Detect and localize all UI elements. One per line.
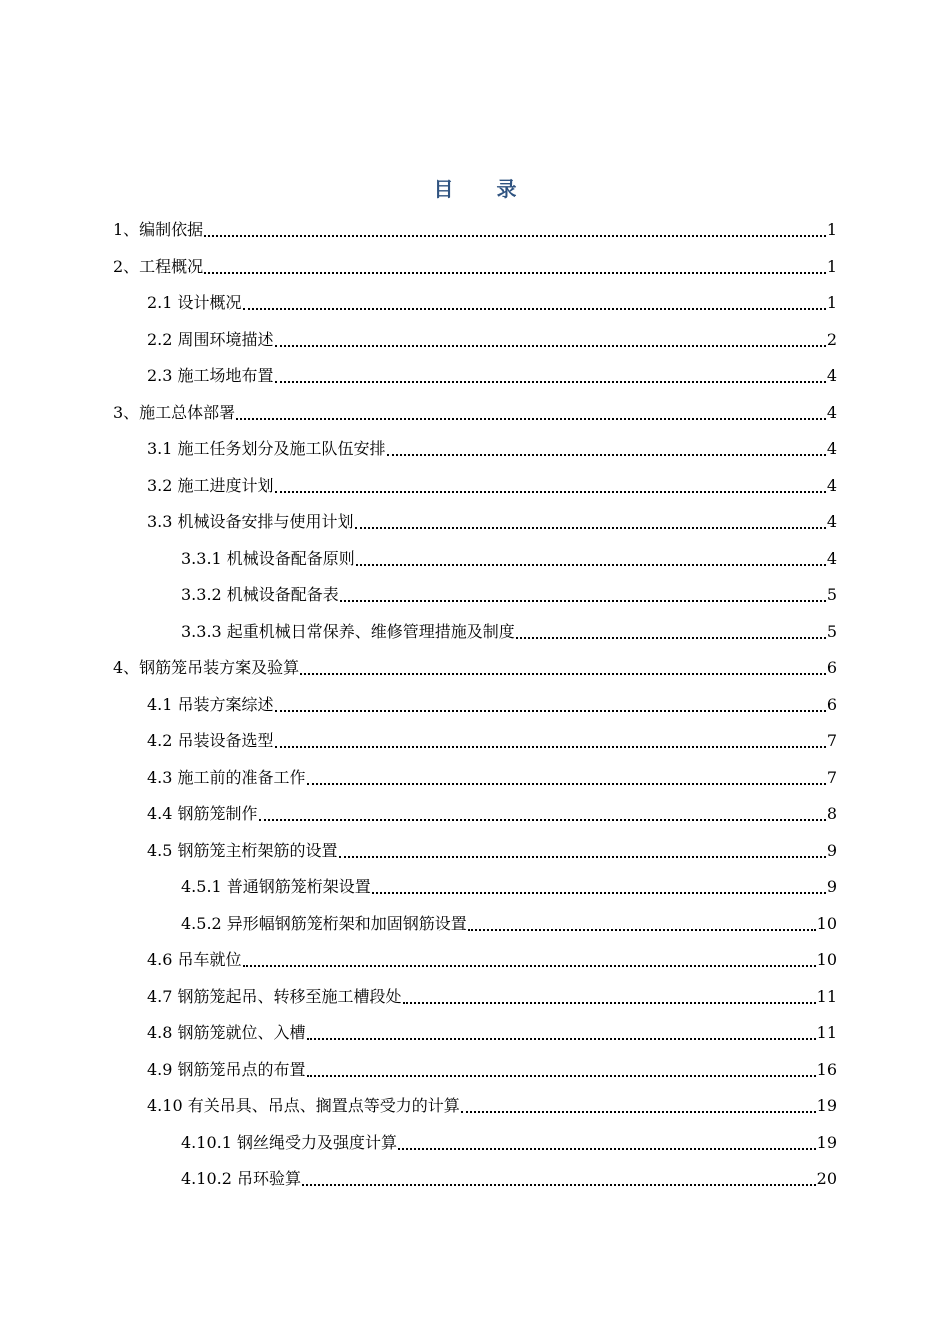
toc-entry-page-number: 11: [816, 986, 837, 1006]
toc-entry-label: 4.10.2 吊环验算: [181, 1169, 301, 1188]
toc-entry-label: 4.6 吊车就位: [147, 950, 242, 969]
toc-entry[interactable]: [147, 504, 837, 540]
toc-entry-page-number: 4: [826, 402, 837, 422]
toc-entry[interactable]: [147, 358, 837, 394]
toc-dot-leader: [302, 1161, 816, 1197]
toc-entry-label: 3、施工总体部署: [113, 402, 236, 422]
toc-entry[interactable]: [147, 723, 837, 759]
toc-dot-leader: [275, 723, 826, 759]
toc-entry[interactable]: [147, 760, 837, 796]
toc-dot-leader: [236, 395, 826, 431]
toc-entry[interactable]: [147, 942, 837, 978]
toc-dot-leader: [275, 322, 826, 358]
toc-entry-page-number: 10: [816, 913, 837, 933]
toc-entry-label: 2、工程概况: [113, 256, 204, 276]
toc-entry-page-number: 20: [816, 1169, 837, 1188]
toc-entry-page-number: 1: [826, 293, 837, 312]
toc-entry[interactable]: [113, 395, 837, 431]
toc-dot-leader: [259, 796, 826, 832]
toc-entry[interactable]: [147, 687, 837, 723]
toc-entry-label: 3.1 施工任务划分及施工队伍安排: [147, 439, 386, 458]
toc-entry-page-number: 4: [826, 512, 837, 531]
toc-entry-label: 4.1 吊装方案综述: [147, 694, 274, 714]
toc-entry[interactable]: [147, 322, 837, 358]
toc-dot-leader: [340, 577, 826, 613]
toc-title: 目 录: [433, 177, 535, 201]
toc-dot-leader: [307, 1052, 816, 1088]
toc-dot-leader: [403, 979, 816, 1015]
toc-entry-label: 4.7 钢筋笼起吊、转移至施工槽段处: [147, 986, 402, 1006]
toc-dot-leader: [387, 431, 826, 467]
toc-entry-page-number: 11: [816, 1023, 837, 1042]
toc-entry-label: 3.3.1 机械设备配备原则: [181, 548, 355, 568]
toc-entry-label: 1、编制依据: [113, 220, 204, 239]
toc-entry-label: 2.3 施工场地布置: [147, 366, 274, 385]
toc-entry-page-number: 7: [826, 731, 837, 750]
toc-entry-page-number: 9: [826, 840, 837, 860]
toc-dot-leader: [461, 1088, 816, 1124]
toc-dot-leader: [339, 833, 826, 869]
toc-entry-page-number: 1: [826, 256, 837, 276]
toc-entry-page-number: 4: [826, 548, 837, 568]
toc-entry-label: 4.4 钢筋笼制作: [147, 804, 258, 823]
toc-dot-leader: [355, 504, 826, 540]
toc-entry-page-number: 7: [826, 767, 837, 787]
toc-entry-page-number: 5: [826, 585, 837, 604]
toc-dot-leader: [398, 1125, 816, 1161]
toc-entry[interactable]: [147, 468, 837, 504]
toc-dot-leader: [275, 468, 826, 504]
toc-entry[interactable]: [147, 285, 837, 321]
toc-entry-page-number: 6: [826, 694, 837, 714]
toc-entry-page-number: 4: [826, 366, 837, 385]
toc-entry-page-number: 2: [826, 329, 837, 349]
toc-entry-label: 4.10.1 钢丝绳受力及强度计算: [181, 1132, 397, 1152]
toc-entry-label: 4.2 吊装设备选型: [147, 731, 274, 750]
toc-entry-label: 4.5.1 普通钢筋笼桁架设置: [181, 877, 371, 896]
toc-entry-label: 4.5.2 异形幅钢筋笼桁架和加固钢筋设置: [181, 913, 467, 933]
toc-dot-leader: [307, 760, 826, 796]
toc-dot-leader: [243, 285, 826, 321]
toc-entry-page-number: 4: [826, 475, 837, 495]
toc-entry[interactable]: [113, 650, 837, 686]
toc-entry[interactable]: [181, 577, 837, 613]
toc-entry-page-number: 6: [826, 658, 837, 677]
toc-entry[interactable]: [147, 1052, 837, 1088]
toc-entry-page-number: 1: [826, 220, 837, 239]
toc-dot-leader: [275, 687, 826, 723]
toc-dot-leader: [516, 614, 826, 650]
toc-entry[interactable]: [181, 541, 837, 577]
toc-dot-leader: [204, 212, 826, 248]
toc-entry[interactable]: [181, 1125, 837, 1161]
toc-entry[interactable]: [181, 869, 837, 905]
toc-entry[interactable]: [113, 249, 837, 285]
toc-dot-leader: [372, 869, 826, 905]
toc-entry-label: 4.8 钢筋笼就位、入槽: [147, 1023, 306, 1042]
toc-entry-label: 4、钢筋笼吊装方案及验算: [113, 658, 300, 677]
toc-dot-leader: [204, 249, 826, 285]
toc-entry[interactable]: [147, 833, 837, 869]
toc-entry-label: 3.3.2 机械设备配备表: [181, 585, 339, 604]
toc-dot-leader: [243, 942, 816, 978]
toc-entry-page-number: 9: [826, 877, 837, 896]
toc-entry-page-number: 19: [816, 1096, 837, 1115]
toc-entry-page-number: 5: [826, 621, 837, 641]
toc-dot-leader: [356, 541, 826, 577]
toc-entry-page-number: 16: [816, 1059, 837, 1079]
toc-entry-label: 4.5 钢筋笼主桁架筋的设置: [147, 840, 338, 860]
toc-entry[interactable]: [181, 1161, 837, 1197]
toc-entry[interactable]: [147, 1088, 837, 1124]
toc-entry[interactable]: [147, 431, 837, 467]
toc-dot-leader: [300, 650, 826, 686]
toc-entry[interactable]: [147, 796, 837, 832]
toc-entry[interactable]: [147, 979, 837, 1015]
toc-entry-label: 3.2 施工进度计划: [147, 475, 274, 495]
toc-entry-label: 4.3 施工前的准备工作: [147, 767, 306, 787]
toc-entry-page-number: 19: [816, 1132, 837, 1152]
toc-entry-page-number: 10: [816, 950, 837, 969]
toc-entry-label: 2.2 周围环境描述: [147, 329, 274, 349]
toc-entry[interactable]: [113, 212, 837, 248]
toc-dot-leader: [307, 1015, 816, 1051]
toc-entry-label: 2.1 设计概况: [147, 293, 242, 312]
toc-entry-label: 3.3.3 起重机械日常保养、维修管理措施及制度: [181, 621, 515, 641]
toc-dot-leader: [275, 358, 826, 394]
toc-entry[interactable]: [181, 614, 837, 650]
toc-entry-page-number: 8: [826, 804, 837, 823]
toc-entry-label: 4.9 钢筋笼吊点的布置: [147, 1059, 306, 1079]
toc-entry-page-number: 4: [826, 439, 837, 458]
toc-entry-label: 4.10 有关吊具、吊点、搁置点等受力的计算: [147, 1096, 460, 1115]
toc-entry[interactable]: [147, 1015, 837, 1051]
toc-entry-label: 3.3 机械设备安排与使用计划: [147, 512, 354, 531]
toc-entry[interactable]: [181, 906, 837, 942]
toc-dot-leader: [468, 906, 816, 942]
